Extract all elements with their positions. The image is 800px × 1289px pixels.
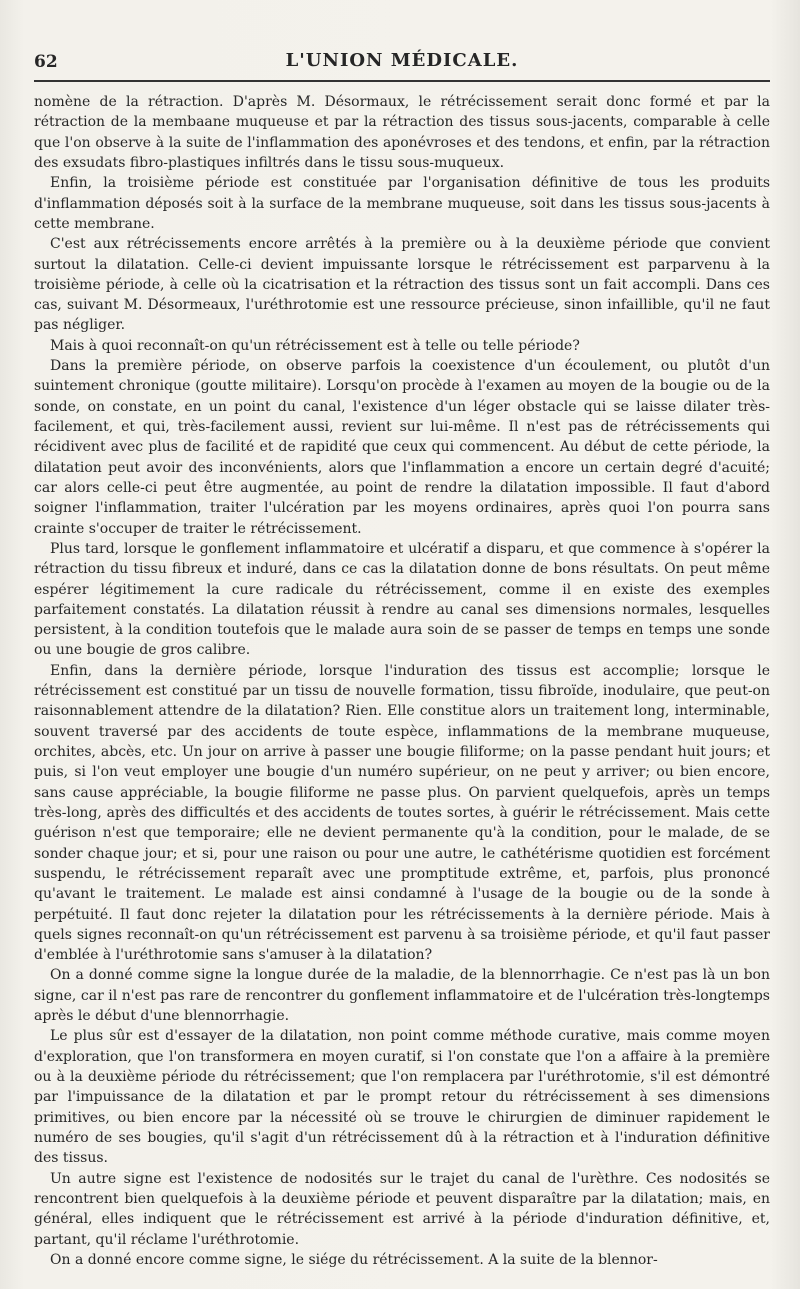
article-body <box>34 92 770 1270</box>
journal-title: L'UNION MÉDICALE. <box>285 50 519 71</box>
paragraph: Mais à quoi reconnaît-on qu'un rétrécissement est à telle ou telle période? <box>50 337 580 354</box>
page-header <box>34 44 770 78</box>
paragraph: C'est aux rétrécissements encore arrêtés à la première ou à la deuxième période que convient surtout la dilatation. Celle-ci devient impuissante lorsque le rétrécissement est parparvenu à la troisième période, à celle où la cicatrisation et la rétraction des tissus sont un fait accompli. Dans ces cas, suivant M. Désormeaux, l'uréthrotomie est une ressource précieuse, sinon infaillible, qu'il ne faut pas négliger. <box>34 236 770 334</box>
paragraph: On a donné comme signe la longue durée de la maladie, de la blennorrhagie. Ce n'est pas là un bon signe, car il n'est pas rare de rencontrer du gonflement inflammatoire et de l'ulcération très-longtemps après le début d'une blennorrhagie. <box>34 967 770 1025</box>
paragraph: On a donné encore comme signe, le siége du rétrécissement. A la suite de la blennor- <box>50 1251 658 1268</box>
paragraph: Dans la première période, on observe parfois la coexistence d'un écoulement, ou plutôt d'un suintement chronique (goutte militaire). Lorsqu'on procède à l'examen au moyen de la bougie ou de la sonde, on constate, en un point du canal, l'existence d'un léger obstacle qui se laisse dilater très-facilement, et qui, très-facilement aussi, revient sur lui-même. Il n'est pas de rétrécissements qui récidivent avec plus de facilité et de rapidité que ceux qui commencent. Au début de cette période, la dilatation peut avoir des inconvénients, alors que l'inflammation a encore un certain degré d'acuité; car alors celle-ci peut être augmentée, au point de rendre la dilatation impossible. Il faut d'abord soigner l'inflammation, traiter l'ulcération par les moyens ordinaires, après quoi l'on pourra sans crainte s'occuper de traiter le rétrécissement. <box>34 358 770 537</box>
header-rule <box>34 80 770 82</box>
paragraph: Le plus sûr est d'essayer de la dilatation, non point comme méthode curative, mais comme moyen d'exploration, que l'on transformera en moyen curatif, si l'on constate que l'on a affaire à la première ou à la deuxième période du rétrécissement; que l'on remplacera par l'uréthrotomie, s'il est démontré par l'impuissance de la dilatation et par le prompt retour du rétrécissement à ses dimensions primitives, ou bien encore par la nécessité où se trouve le chirurgien de diminuer rapidement le numéro de ses bougies, qu'il s'agit d'un rétrécissement dû à la rétraction et à l'induration définitive des tissus. <box>34 1028 770 1167</box>
paragraph: Enfin, la troisième période est constituée par l'organisation définitive de tous les produits d'inflammation déposés soit à la surface de la membrane muqueuse, soit dans les tissus sous-jacents à cette membrane. <box>34 175 770 232</box>
paragraph: Enfin, dans la dernière période, lorsque l'induration des tissus est accomplie; lorsque le rétrécissement est constitué par un tissu de nouvelle formation, tissu fibroïde, inodulaire, que peut-on raisonnablement attendre de la dilatation? Rien. Elle constitue alors un traitement long, interminable, souvent traversé par des accidents de toute espèce, inflammations de la membrane muqueuse, orchites, abcès, etc. Un jour on arrive à passer une bougie filiforme; on la passe pendant huit jours; et puis, si l'on veut employer une bougie d'un numéro supérieur, on ne peut y arriver; ou bien encore, sans cause appréciable, la bougie filiforme ne passe plus. On parvient quelquefois, après un temps très-long, après des difficultés et des accidents de toutes sortes, à guérir le rétrécissement. Mais cette guérison n'est que temporaire; elle ne devient permanente qu'à la condition, pour le malade, de se sonder chaque jour; et si, pour une raison ou pour une autre, le cathétérisme quotidien est forcément suspendu, le rétrécissement reparaît avec une promptitude extrême, et, parfois, plus prononcé qu'avant le traitement. Le malade est ainsi condamné à l'usage de la bougie ou de la sonde à perpétuité. Il faut donc rejeter la dilatation pour les rétrécissements à la dernière période. Mais à quels signes reconnaît-on qu'un rétrécissement est parvenu à sa troisième période, et qu'il faut passer d'emblée à l'uréthrotomie sans s'amuser à la dilatation? <box>34 662 770 964</box>
paragraph: Un autre signe est l'existence de nodosités sur le trajet du canal de l'urèthre. Ces nodosités se rencontrent bien quelquefois à la deuxième période et peuvent disparaître par la dilatation; mais, en général, elles indiquent que le rétrécissement est arrivé à la période d'induration définitive, et, partant, qu'il réclame l'uréthrotomie. <box>34 1170 770 1248</box>
paragraph: nomène de la rétraction. D'après M. Désormaux, le rétrécissement serait donc formé et par la rétraction de la membaane muqueuse et par la rétraction des tissus sous-jacents, comparable à celle que l'on observe à la suite de l'inflammation des aponévroses et des tendons, et enfin, par la rétraction des exsudats fibro-plastiques infiltrés dans le tissu sous-muqueux. <box>34 94 770 171</box>
page-number: 62 <box>34 52 58 72</box>
paragraph: Plus tard, lorsque le gonflement inflammatoire et ulcératif a disparu, et que commence à s'opérer la rétraction du tissu fibreux et induré, dans ce cas la dilatation donne de bons résultats. On peut même espérer légitimement la cure radicale du rétrécissement, comme il en existe des exemples parfaitement constatés. La dilatation réussit à rendre au canal ses dimensions normales, lesquelles persistent, à la condition toutefois que le malade aura soin de se passer de temps en temps une sonde ou une bougie de gros calibre. <box>34 540 770 659</box>
